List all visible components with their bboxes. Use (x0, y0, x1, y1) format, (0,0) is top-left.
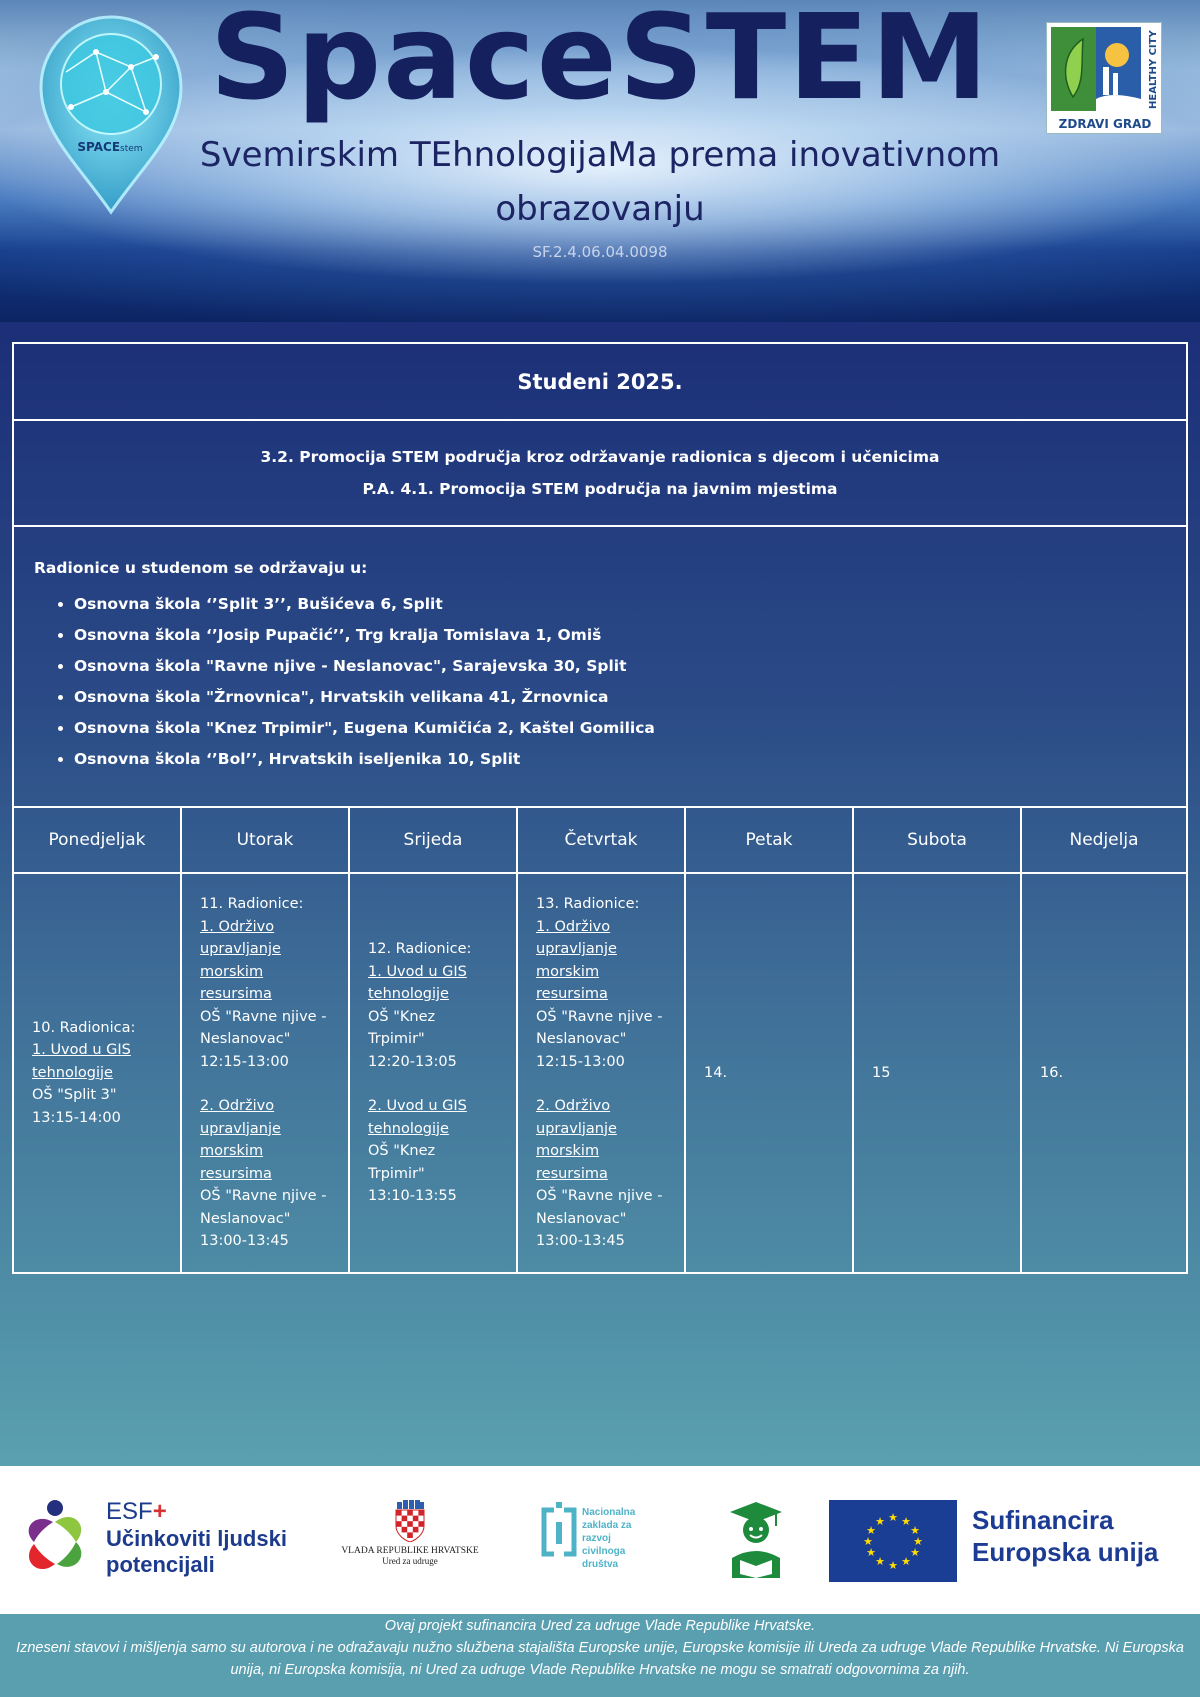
day-header-cetvrtak: Četvrtak (518, 808, 686, 874)
workshop-place: Trpimir" (368, 1031, 425, 1048)
workshop-title: tehnologije (368, 1120, 449, 1137)
vlada-label: VLADA REPUBLIKE HRVATSKE (341, 1546, 479, 1556)
svg-text:★: ★ (910, 1524, 920, 1537)
locations-list (34, 589, 1186, 775)
nz-line: Nacionalna (582, 1507, 636, 1518)
workshop-title: resursima (200, 1165, 272, 1182)
esf-subtitle: Učinkoviti ljudski (106, 1526, 287, 1551)
workshop-title: 2. Održivo (536, 1098, 611, 1115)
day-cell-monday (14, 874, 182, 1272)
list-item: • Osnovna škola ‘’Split 3’’, Bušićeva 6, Split (74, 589, 1186, 620)
esf-logo-text (106, 1498, 287, 1578)
workshop-place: Neslanovac" (536, 1031, 627, 1048)
workshop-title: resursima (200, 986, 272, 1003)
workshop-title: 2. Održivo (200, 1098, 275, 1115)
workshop-title: morskim (200, 963, 264, 980)
workshop-time: 13:00-13:45 (536, 1233, 625, 1250)
workshop-heading: 13. Radionice: (536, 896, 640, 913)
day-number: 14. (704, 1064, 728, 1081)
day-cell-sunday (1022, 874, 1186, 1272)
eu-stars-icon (829, 1500, 957, 1582)
locations-block (14, 527, 1186, 808)
workshop-title: upravljanje (536, 941, 617, 958)
day-number: 15 (872, 1064, 891, 1081)
workshop-title: 1. Održivo (536, 918, 611, 935)
eu-cofunding-text (972, 1504, 1158, 1568)
workshop-place: OŠ "Ravne njive - (536, 1188, 663, 1205)
list-item: • Osnovna škola ‘’Josip Pupačić’’, Trg kralja Tomislava 1, Omiš (74, 620, 1186, 651)
workshop-title: morskim (536, 963, 600, 980)
workshop-title: upravljanje (536, 1120, 617, 1137)
day-cell-tuesday (182, 874, 350, 1272)
esf-flower-icon (18, 1498, 92, 1582)
day-header-nedjelja: Nedjelja (1022, 808, 1186, 874)
workshop-title: morskim (200, 1143, 264, 1160)
workshop-heading: 12. Radionice: (368, 941, 472, 958)
nacionalna-zaklada-text (582, 1506, 662, 1571)
workshop-title: resursima (536, 1165, 608, 1182)
day-header-utorak: Utorak (182, 808, 350, 874)
vlada-sub: Ured za udruge (382, 1556, 438, 1566)
workshop-title: 1. Uvod u GIS (368, 963, 467, 980)
svg-text:★: ★ (888, 1559, 898, 1572)
healthy-city-label: ZDRAVI GRAD (1058, 117, 1152, 131)
svg-text:★: ★ (910, 1546, 920, 1559)
svg-text:★: ★ (888, 1511, 898, 1524)
workshop-title: resursima (536, 986, 608, 1003)
nz-line: civilnoga (582, 1546, 626, 1557)
nz-line: razvoj (582, 1533, 611, 1544)
svg-text:★: ★ (901, 1515, 911, 1528)
workshop-title: 2. Uvod u GIS (368, 1098, 467, 1115)
workshop-place: Neslanovac" (200, 1031, 291, 1048)
activity-block (14, 421, 1186, 527)
svg-text:★: ★ (866, 1546, 876, 1559)
list-item: • Osnovna škola "Ravne njive - Neslanovac", Sarajevska 30, Split (74, 651, 1186, 682)
workshop-heading: 10. Radionica: (32, 1019, 136, 1036)
page-subtitle: Svemirskim TEhnologijaMa prema inovativnom obrazovanju (199, 135, 1001, 229)
nz-line: društva (582, 1559, 619, 1570)
day-cell-thursday (518, 874, 686, 1272)
svg-text:★: ★ (901, 1555, 911, 1568)
esf-label: ESF (106, 1498, 153, 1525)
graduate-student-icon (726, 1500, 786, 1580)
disclaimer-line: Ovaj projekt sufinancira Ured za udruge Vlade Republike Hrvatske. (384, 1618, 816, 1634)
project-code: SF.2.4.06.04.0098 (532, 243, 668, 261)
workshop-time: 12:15-13:00 (200, 1053, 289, 1070)
day-number: 16. (1040, 1064, 1064, 1081)
workshop-time: 13:15-14:00 (32, 1109, 121, 1126)
workshop-place: Neslanovac" (200, 1210, 291, 1227)
healthy-city-logo (1046, 22, 1162, 134)
croatian-coat-of-arms-icon (394, 1500, 426, 1542)
svg-text:★: ★ (875, 1515, 885, 1528)
workshop-title: tehnologije (368, 986, 449, 1003)
workshop-time: 13:00-13:45 (200, 1233, 289, 1250)
workshop-title: morskim (536, 1143, 600, 1160)
svg-text:★: ★ (875, 1555, 885, 1568)
workshop-title: upravljanje (200, 941, 281, 958)
svg-text:★: ★ (866, 1524, 876, 1537)
day-cell-wednesday (350, 874, 518, 1272)
day-header-petak: Petak (686, 808, 854, 874)
workshop-time: 12:20-13:05 (368, 1053, 457, 1070)
workshop-place: OŠ "Knez (368, 1143, 436, 1160)
workshop-place: OŠ "Ravne njive - (536, 1008, 663, 1025)
workshop-place: OŠ "Ravne njive - (200, 1188, 327, 1205)
svg-text:★: ★ (913, 1535, 923, 1548)
esf-subtitle: potencijali (106, 1552, 215, 1577)
activity-line: 3.2. Promocija STEM područja kroz održavanje radionica s djecom i učenicima (260, 448, 940, 466)
activity-line: P.A. 4.1. Promocija STEM područja na javnim mjestima (362, 480, 838, 498)
eu-line: Sufinancira (972, 1505, 1114, 1535)
sponsor-logos-strip (0, 1466, 1200, 1614)
eu-flag (829, 1500, 957, 1582)
workshop-title: upravljanje (200, 1120, 281, 1137)
workshop-title: tehnologije (32, 1064, 113, 1081)
nz-line: zaklada za (582, 1520, 632, 1531)
day-header-srijeda: Srijeda (350, 808, 518, 874)
disclaimer (0, 1614, 1200, 1697)
locations-intro: Radionice u studenom se održavaju u: (34, 559, 368, 577)
eu-line: Europska unija (972, 1537, 1159, 1567)
nacionalna-zaklada-icon (540, 1502, 578, 1562)
day-cell-saturday (854, 874, 1022, 1272)
healthy-city-vertical-text: HEALTHY CITY (1148, 30, 1159, 110)
list-item: • Osnovna škola "Žrnovnica", Hrvatskih velikana 41, Žrnovnica (74, 682, 1186, 713)
workshop-place: OŠ "Ravne njive - (200, 1008, 327, 1025)
workshop-place: Neslanovac" (536, 1210, 627, 1227)
list-item: • Osnovna škola "Knez Trpimir", Eugena Kumičića 2, Kaštel Gomilica (74, 713, 1186, 744)
workshop-title: 1. Uvod u GIS (32, 1042, 131, 1059)
workshop-heading: 11. Radionice: (200, 896, 304, 913)
month-heading: Studeni 2025. (14, 344, 1186, 421)
spacestem-logo-label: SPACEstem (77, 140, 143, 154)
disclaimer-text: Izneseni stavovi i mišljenja samo su autorova i ne odražavaju nužno službena stajališta Europske unije, Europske komisije ili Ureda za udruge Vlade Republike Hrvatske. Ni Europska unija, ni Europska komisija, ni Ured za udruge Vlade Republike Hrvatske ne mogu se smatrati odgovornima za njih. (16, 1640, 1184, 1678)
esf-plus-sign: + (152, 1498, 167, 1525)
day-header-ponedjeljak: Ponedjeljak (14, 808, 182, 874)
workshop-time: 12:15-13:00 (536, 1053, 625, 1070)
header-banner (0, 0, 1200, 322)
workshop-place: OŠ "Split 3" (32, 1087, 117, 1104)
schedule-table (12, 342, 1188, 1274)
day-cell-friday (686, 874, 854, 1272)
list-item: • Osnovna škola ‘’Bol’’, Hrvatskih iseljenika 10, Split (74, 744, 1186, 775)
healthy-city-emblem-icon (1051, 27, 1141, 111)
workshop-place: OŠ "Knez (368, 1008, 436, 1025)
page-title: SpaceSTEM (209, 0, 991, 126)
workshop-time: 13:10-13:55 (368, 1188, 457, 1205)
workshop-title: 1. Održivo (200, 918, 275, 935)
vlada-logo-text (330, 1546, 490, 1566)
day-header-subota: Subota (854, 808, 1022, 874)
workshop-place: Trpimir" (368, 1165, 425, 1182)
svg-text:★: ★ (863, 1535, 873, 1548)
